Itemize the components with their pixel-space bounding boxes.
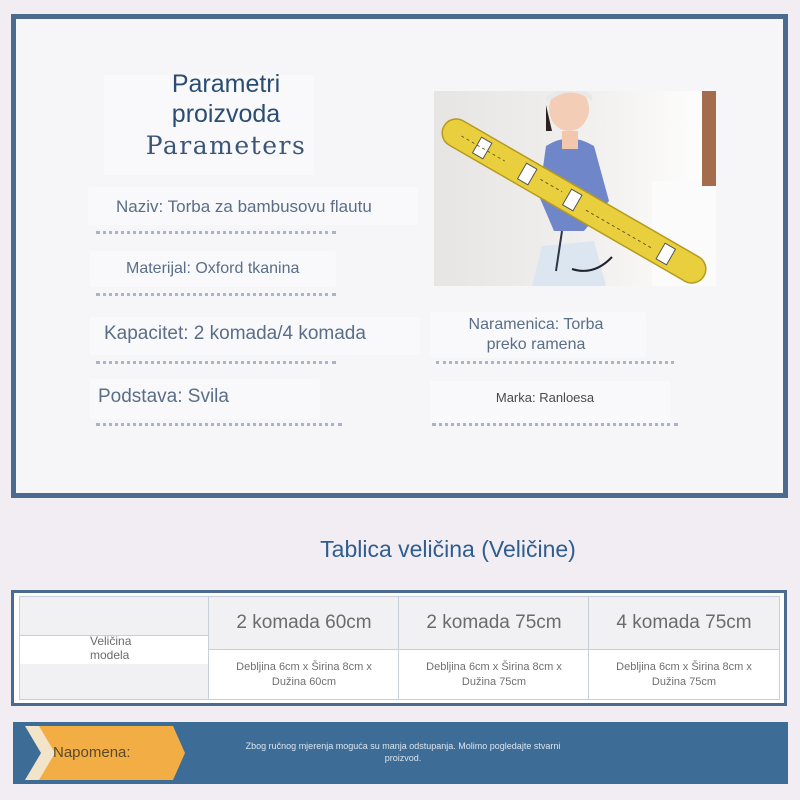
size-cell-2-line2: Dužina 75cm <box>461 675 527 688</box>
size-cell-2-line1: Debljina 6cm x Širina 8cm x <box>426 660 562 673</box>
size-cell-1 <box>208 649 400 700</box>
size-table-title: Tablica veličina (Veličine) <box>320 536 576 562</box>
param-marka: Marka: Ranloesa <box>495 390 595 405</box>
param-podstava: Podstava: Svila <box>98 386 229 407</box>
note-text <box>203 740 603 764</box>
row-header-line1: Veličina <box>90 634 132 648</box>
parameters-title-line1: Parametri <box>171 70 281 98</box>
size-cell-2 <box>398 649 590 700</box>
size-table <box>11 590 787 706</box>
product-photo-illustration <box>434 91 716 286</box>
param-materijal: Materijal: Oxford tkanina <box>126 260 300 277</box>
divider-materijal <box>96 293 336 296</box>
divider-naziv <box>96 231 336 234</box>
divider-marka <box>432 423 678 426</box>
parameters-panel <box>11 14 788 498</box>
parameters-title <box>136 69 316 129</box>
product-photo <box>434 91 716 286</box>
parameters-title-line2: proizvoda <box>171 100 281 128</box>
note-label: Napomena: <box>53 744 131 761</box>
column-header-1: 2 komada 60cm <box>208 596 400 650</box>
row-header-cell <box>19 596 211 700</box>
divider-podstava <box>96 423 342 426</box>
row-header-label <box>90 634 131 662</box>
column-header-3: 4 komada 75cm <box>588 596 780 650</box>
divider-kapacitet <box>96 361 336 364</box>
row-header-line2: modela <box>90 648 130 662</box>
size-cell-3-line1: Debljina 6cm x Širina 8cm x <box>616 660 752 673</box>
note-text-line2: proizvod. <box>384 753 422 763</box>
size-cell-1-line1: Debljina 6cm x Širina 8cm x <box>236 660 372 673</box>
param-naramenica-line1: Naramenica: Torba <box>468 316 604 333</box>
size-cell-3-line2: Dužina 75cm <box>651 675 717 688</box>
param-naramenica <box>436 315 636 355</box>
note-text-line1: Zbog ručnog mjerenja moguća su manja odstupanja. Molimo pogledajte stvarni <box>245 741 561 751</box>
size-cell-3 <box>588 649 780 700</box>
param-naziv: Naziv: Torba za bambusovu flautu <box>116 197 372 216</box>
note-bar <box>13 722 788 784</box>
parameters-title-en: Parameters <box>145 131 307 160</box>
param-naramenica-line2: preko ramena <box>486 336 586 353</box>
column-header-2: 2 komada 75cm <box>398 596 590 650</box>
param-kapacitet: Kapacitet: 2 komada/4 komada <box>104 323 366 344</box>
size-cell-1-line2: Dužina 60cm <box>271 675 337 688</box>
divider-naramenica <box>436 361 674 364</box>
